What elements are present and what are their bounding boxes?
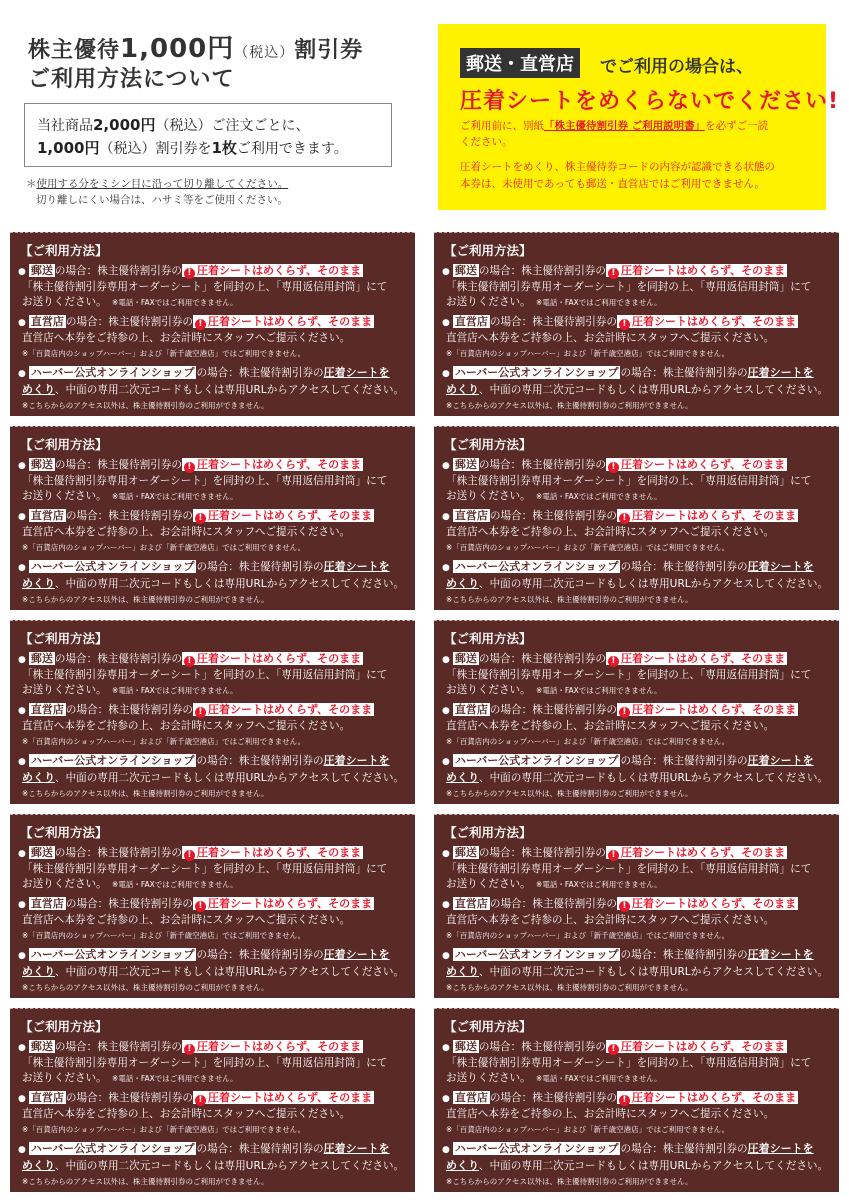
exclamation-icon: ! bbox=[195, 707, 206, 718]
store-tag: 直営店 bbox=[30, 509, 64, 522]
online-note: ※こちらからのアクセス以外は、株主優待割引券のご利用ができません。 bbox=[22, 1177, 269, 1186]
notice-sub-2: ください。 bbox=[460, 136, 513, 148]
coupon-card bbox=[434, 814, 839, 998]
online-row: ● ハーバー公式オンラインショップ の場合：株主優待割引券の圧着シートを bbox=[18, 1142, 390, 1155]
store-row: ● 直営店 の場合：株主優待割引券の ! 圧着シートはめくらず、そのまま bbox=[442, 509, 797, 523]
warning-badge: ! 圧着シートはめくらず、そのまま bbox=[617, 897, 798, 910]
header bbox=[0, 0, 849, 230]
store-row: ● 直営店 の場合：株主優待割引券の ! 圧着シートはめくらず、そのまま bbox=[18, 897, 373, 911]
bullet-icon: ● bbox=[442, 1145, 450, 1155]
online-note: ※こちらからのアクセス以外は、株主優待割引券のご利用ができません。 bbox=[446, 401, 693, 410]
online-tag: ハーバー公式オンラインショップ bbox=[30, 754, 195, 767]
exclamation-icon: ! bbox=[619, 1095, 630, 1106]
mail-line-3: お送りください。 ※電話・FAXではご利用できません。 bbox=[22, 490, 238, 502]
online-tag: ハーバー公式オンラインショップ bbox=[454, 560, 619, 573]
online-line-2: めくり、中面の専用二次元コードもしくは専用URLからアクセスしてください。 bbox=[22, 771, 405, 784]
notice-box bbox=[438, 24, 840, 210]
warning-badge: ! 圧着シートはめくらず、そのまま bbox=[606, 264, 787, 277]
warning-badge: ! 圧着シートはめくらず、そのまま bbox=[182, 846, 363, 859]
exclamation-icon: ! bbox=[619, 901, 630, 912]
mail-tag: 郵送 bbox=[454, 458, 477, 471]
store-note: ※「百貨店内のショップハーバー」および「新千歳空港店」ではご利用できません。 bbox=[446, 931, 730, 940]
mail-row: ● 郵送 の場合：株主優待割引券の ! 圧着シートはめくらず、そのまま bbox=[442, 458, 786, 472]
warning-badge: ! 圧着シートはめくらず、そのまま bbox=[606, 458, 787, 471]
bullet-icon: ● bbox=[442, 1094, 450, 1104]
mail-line-3: お送りください。 ※電話・FAXではご利用できません。 bbox=[446, 684, 662, 696]
rule-box bbox=[24, 103, 392, 167]
store-tag: 直営店 bbox=[30, 1091, 64, 1104]
online-line-2: めくり、中面の専用二次元コードもしくは専用URLからアクセスしてください。 bbox=[22, 1159, 405, 1172]
online-tag: ハーバー公式オンラインショップ bbox=[454, 754, 619, 767]
warning-badge: ! 圧着シートはめくらず、そのまま bbox=[606, 1040, 787, 1053]
online-row: ● ハーバー公式オンラインショップ の場合：株主優待割引券の圧着シートを bbox=[442, 560, 814, 573]
notice-tag: 郵送・直営店 bbox=[460, 48, 580, 78]
exclamation-icon: ! bbox=[195, 901, 206, 912]
mail-line-3: お送りください。 ※電話・FAXではご利用できません。 bbox=[22, 1072, 238, 1084]
online-tag: ハーバー公式オンラインショップ bbox=[454, 948, 619, 961]
online-note: ※こちらからのアクセス以外は、株主優待割引券のご利用ができません。 bbox=[446, 789, 693, 798]
bullet-icon: ● bbox=[442, 318, 450, 328]
exclamation-icon: ! bbox=[195, 1095, 206, 1106]
notice-warning: 圧着シートをめくらないでください! bbox=[460, 89, 840, 114]
mail-row: ● 郵送 の場合：株主優待割引券の ! 圧着シートはめくらず、そのまま bbox=[442, 652, 786, 666]
online-row: ● ハーバー公式オンラインショップ の場合：株主優待割引券の圧着シートを bbox=[442, 1142, 814, 1155]
online-line-2: めくり、中面の専用二次元コードもしくは専用URLからアクセスしてください。 bbox=[446, 383, 829, 396]
bullet-icon: ● bbox=[18, 849, 26, 859]
bullet-icon: ● bbox=[18, 267, 26, 277]
store-tag: 直営店 bbox=[454, 703, 488, 716]
mail-line-3: お送りください。 ※電話・FAXではご利用できません。 bbox=[22, 684, 238, 696]
coupon-card bbox=[10, 426, 415, 610]
bullet-icon: ● bbox=[442, 655, 450, 665]
rule-line-1: 当社商品2,000円（税込）ご注文ごとに、 bbox=[37, 116, 310, 134]
exclamation-icon: ! bbox=[195, 513, 206, 524]
mail-tag: 郵送 bbox=[30, 264, 53, 277]
mail-row: ● 郵送 の場合：株主優待割引券の ! 圧着シートはめくらず、そのまま bbox=[18, 264, 362, 278]
warning-badge: ! 圧着シートはめくらず、そのまま bbox=[617, 703, 798, 716]
mail-line-2: 「株主優待割引券専用オーダーシート」を同封の上、「専用返信用封筒」にて bbox=[446, 1057, 812, 1069]
bullet-icon: ● bbox=[442, 512, 450, 522]
store-note: ※「百貨店内のショップハーバー」および「新千歳空港店」ではご利用できません。 bbox=[446, 543, 730, 552]
store-row: ● 直営店 の場合：株主優待割引券の ! 圧着シートはめくらず、そのまま bbox=[442, 897, 797, 911]
online-row: ● ハーバー公式オンラインショップ の場合：株主優待割引券の圧着シートを bbox=[18, 366, 390, 379]
mail-row: ● 郵送 の場合：株主優待割引券の ! 圧着シートはめくらず、そのまま bbox=[442, 264, 786, 278]
online-row: ● ハーバー公式オンラインショップ の場合：株主優待割引券の圧着シートを bbox=[442, 948, 814, 961]
coupon-card bbox=[434, 620, 839, 804]
mail-line-3: お送りください。 ※電話・FAXではご利用できません。 bbox=[446, 296, 662, 308]
mail-tag: 郵送 bbox=[454, 1040, 477, 1053]
mail-row: ● 郵送 の場合：株主優待割引券の ! 圧着シートはめくらず、そのまま bbox=[442, 1040, 786, 1054]
store-line-2: 直営店へ本券をご持参の上、お会計時にスタッフへご提示ください。 bbox=[22, 526, 351, 538]
scissors-note: 切り離しにくい場合は、ハサミ等をご使用ください。 bbox=[36, 194, 288, 206]
mail-line-2: 「株主優待割引券専用オーダーシート」を同封の上、「専用返信用封筒」にて bbox=[446, 475, 812, 487]
store-note: ※「百貨店内のショップハーバー」および「新千歳空港店」ではご利用できません。 bbox=[22, 349, 306, 358]
online-row: ● ハーバー公式オンラインショップ の場合：株主優待割引券の圧着シートを bbox=[18, 754, 390, 767]
notice-sub-3: 圧着シートをめくり、株主優待券コードの内容が認識できる状態の bbox=[460, 161, 775, 173]
store-row: ● 直営店 の場合：株主優待割引券の ! 圧着シートはめくらず、そのまま bbox=[18, 1091, 373, 1105]
online-note: ※こちらからのアクセス以外は、株主優待割引券のご利用ができません。 bbox=[22, 789, 269, 798]
store-row: ● 直営店 の場合：株主優待割引券の ! 圧着シートはめくらず、そのまま bbox=[18, 703, 373, 717]
warning-badge: ! 圧着シートはめくらず、そのまま bbox=[182, 264, 363, 277]
bullet-icon: ● bbox=[442, 849, 450, 859]
rule-line-2: 1,000円（税込）割引券を1枚ご利用できます。 bbox=[37, 139, 348, 157]
warning-badge: ! 圧着シートはめくらず、そのまま bbox=[193, 703, 374, 716]
bullet-icon: ● bbox=[18, 900, 26, 910]
mail-row: ● 郵送 の場合：株主優待割引券の ! 圧着シートはめくらず、そのまま bbox=[18, 1040, 362, 1054]
online-tag: ハーバー公式オンラインショップ bbox=[30, 948, 195, 961]
store-line-2: 直営店へ本券をご持参の上、お会計時にスタッフへご提示ください。 bbox=[22, 914, 351, 926]
warning-badge: ! 圧着シートはめくらず、そのまま bbox=[193, 509, 374, 522]
card-heading: 【ご利用方法】 bbox=[444, 1019, 532, 1034]
warning-badge: ! 圧着シートはめくらず、そのまま bbox=[193, 897, 374, 910]
mail-tag: 郵送 bbox=[454, 652, 477, 665]
online-row: ● ハーバー公式オンラインショップ の場合：株主優待割引券の圧着シートを bbox=[442, 754, 814, 767]
store-tag: 直営店 bbox=[454, 897, 488, 910]
warning-badge: ! 圧着シートはめくらず、そのまま bbox=[617, 509, 798, 522]
online-line-2: めくり、中面の専用二次元コードもしくは専用URLからアクセスしてください。 bbox=[22, 577, 405, 590]
online-line-2: めくり、中面の専用二次元コードもしくは専用URLからアクセスしてください。 bbox=[22, 965, 405, 978]
online-line-2: めくり、中面の専用二次元コードもしくは専用URLからアクセスしてください。 bbox=[446, 771, 829, 784]
mail-tag: 郵送 bbox=[454, 846, 477, 859]
mail-tag: 郵送 bbox=[454, 264, 477, 277]
mail-row: ● 郵送 の場合：株主優待割引券の ! 圧着シートはめくらず、そのまま bbox=[442, 846, 786, 860]
store-note: ※「百貨店内のショップハーバー」および「新千歳空港店」ではご利用できません。 bbox=[446, 349, 730, 358]
online-tag: ハーバー公式オンラインショップ bbox=[454, 366, 619, 379]
online-tag: ハーバー公式オンラインショップ bbox=[454, 1142, 619, 1155]
store-note: ※「百貨店内のショップハーバー」および「新千歳空港店」ではご利用できません。 bbox=[22, 543, 306, 552]
warning-badge: ! 圧着シートはめくらず、そのまま bbox=[606, 652, 787, 665]
mail-line-3: お送りください。 ※電話・FAXではご利用できません。 bbox=[446, 1072, 662, 1084]
mail-line-2: 「株主優待割引券専用オーダーシート」を同封の上、「専用返信用封筒」にて bbox=[446, 281, 812, 293]
bullet-icon: ● bbox=[18, 1043, 26, 1053]
page-title: 株主優待1,000円（税込）割引券 bbox=[28, 34, 364, 64]
card-heading: 【ご利用方法】 bbox=[444, 825, 532, 840]
mail-line-3: お送りください。 ※電話・FAXではご利用できません。 bbox=[446, 878, 662, 890]
mail-line-2: 「株主優待割引券専用オーダーシート」を同封の上、「専用返信用封筒」にて bbox=[22, 863, 388, 875]
online-note: ※こちらからのアクセス以外は、株主優待割引券のご利用ができません。 bbox=[446, 983, 693, 992]
bullet-icon: ● bbox=[18, 369, 26, 379]
store-line-2: 直営店へ本券をご持参の上、お会計時にスタッフへご提示ください。 bbox=[22, 720, 351, 732]
bullet-icon: ● bbox=[18, 757, 26, 767]
bullet-icon: ● bbox=[18, 706, 26, 716]
card-heading: 【ご利用方法】 bbox=[20, 437, 108, 452]
exclamation-icon: ! bbox=[184, 850, 195, 861]
store-note: ※「百貨店内のショップハーバー」および「新千歳空港店」ではご利用できません。 bbox=[446, 737, 730, 746]
exclamation-icon: ! bbox=[184, 462, 195, 473]
coupon-card bbox=[10, 620, 415, 804]
notice-sub-4: 本券は、未使用であっても郵送・直営店ではご利用できません。 bbox=[460, 178, 766, 190]
page-subtitle: ご利用方法について bbox=[28, 67, 235, 92]
notice-text: でご利用の場合は、 bbox=[600, 57, 753, 77]
online-line-2: めくり、中面の専用二次元コードもしくは専用URLからアクセスしてください。 bbox=[446, 965, 829, 978]
notice-sub-1: ご利用前に、別紙「株主優待割引券 ご利用説明書」を必ずご一読 bbox=[460, 120, 769, 132]
store-line-2: 直営店へ本券をご持参の上、お会計時にスタッフへご提示ください。 bbox=[446, 526, 775, 538]
bullet-icon: ● bbox=[442, 369, 450, 379]
bullet-icon: ● bbox=[442, 757, 450, 767]
card-heading: 【ご利用方法】 bbox=[20, 243, 108, 258]
bullet-icon: ● bbox=[18, 512, 26, 522]
warning-badge: ! 圧着シートはめくらず、そのまま bbox=[182, 652, 363, 665]
bullet-icon: ● bbox=[442, 1043, 450, 1053]
mail-row: ● 郵送 の場合：株主優待割引券の ! 圧着シートはめくらず、そのまま bbox=[18, 652, 362, 666]
bullet-icon: ● bbox=[18, 951, 26, 961]
store-row: ● 直営店 の場合：株主優待割引券の ! 圧着シートはめくらず、そのまま bbox=[442, 1091, 797, 1105]
mail-line-2: 「株主優待割引券専用オーダーシート」を同封の上、「専用返信用封筒」にて bbox=[22, 281, 388, 293]
store-row: ● 直営店 の場合：株主優待割引券の ! 圧着シートはめくらず、そのまま bbox=[442, 703, 797, 717]
coupon-card bbox=[10, 814, 415, 998]
exclamation-icon: ! bbox=[184, 656, 195, 667]
mail-tag: 郵送 bbox=[30, 652, 53, 665]
online-note: ※こちらからのアクセス以外は、株主優待割引券のご利用ができません。 bbox=[22, 983, 269, 992]
online-tag: ハーバー公式オンラインショップ bbox=[30, 560, 195, 573]
mail-line-3: お送りください。 ※電話・FAXではご利用できません。 bbox=[446, 490, 662, 502]
bullet-icon: ● bbox=[442, 900, 450, 910]
online-row: ● ハーバー公式オンラインショップ の場合：株主優待割引券の圧着シートを bbox=[442, 366, 814, 379]
bullet-icon: ● bbox=[18, 461, 26, 471]
card-heading: 【ご利用方法】 bbox=[444, 243, 532, 258]
mail-line-2: 「株主優待割引券専用オーダーシート」を同封の上、「専用返信用封筒」にて bbox=[22, 669, 388, 681]
store-note: ※「百貨店内のショップハーバー」および「新千歳空港店」ではご利用できません。 bbox=[22, 931, 306, 940]
store-tag: 直営店 bbox=[454, 315, 488, 328]
bullet-icon: ● bbox=[442, 461, 450, 471]
mail-tag: 郵送 bbox=[30, 1040, 53, 1053]
warning-badge: ! 圧着シートはめくらず、そのまま bbox=[182, 1040, 363, 1053]
exclamation-icon: ! bbox=[195, 319, 206, 330]
coupon-card bbox=[434, 426, 839, 610]
mail-line-3: お送りください。 ※電話・FAXではご利用できません。 bbox=[22, 878, 238, 890]
online-note: ※こちらからのアクセス以外は、株主優待割引券のご利用ができません。 bbox=[22, 401, 269, 410]
online-row: ● ハーバー公式オンラインショップ の場合：株主優待割引券の圧着シートを bbox=[18, 560, 390, 573]
store-line-2: 直営店へ本券をご持参の上、お会計時にスタッフへご提示ください。 bbox=[446, 1108, 775, 1120]
bullet-icon: ● bbox=[18, 655, 26, 665]
bullet-icon: ● bbox=[442, 706, 450, 716]
bullet-icon: ● bbox=[18, 563, 26, 573]
mail-line-3: お送りください。 ※電話・FAXではご利用できません。 bbox=[22, 296, 238, 308]
card-heading: 【ご利用方法】 bbox=[20, 1019, 108, 1034]
mail-line-2: 「株主優待割引券専用オーダーシート」を同封の上、「専用返信用封筒」にて bbox=[446, 669, 812, 681]
store-row: ● 直営店 の場合：株主優待割引券の ! 圧着シートはめくらず、そのまま bbox=[442, 315, 797, 329]
store-line-2: 直営店へ本券をご持参の上、お会計時にスタッフへご提示ください。 bbox=[446, 720, 775, 732]
bullet-icon: ● bbox=[18, 1145, 26, 1155]
store-tag: 直営店 bbox=[454, 509, 488, 522]
coupon-card bbox=[434, 1008, 839, 1192]
store-line-2: 直営店へ本券をご持参の上、お会計時にスタッフへご提示ください。 bbox=[446, 914, 775, 926]
store-tag: 直営店 bbox=[30, 315, 64, 328]
store-tag: 直営店 bbox=[454, 1091, 488, 1104]
bullet-icon: ● bbox=[18, 1094, 26, 1104]
exclamation-icon: ! bbox=[619, 513, 630, 524]
warning-badge: ! 圧着シートはめくらず、そのまま bbox=[617, 1091, 798, 1104]
warning-badge: ! 圧着シートはめくらず、そのまま bbox=[193, 1091, 374, 1104]
mail-row: ● 郵送 の場合：株主優待割引券の ! 圧着シートはめくらず、そのまま bbox=[18, 458, 362, 472]
online-row: ● ハーバー公式オンラインショップ の場合：株主優待割引券の圧着シートを bbox=[18, 948, 390, 961]
bullet-icon: ● bbox=[442, 951, 450, 961]
mail-tag: 郵送 bbox=[30, 846, 53, 859]
store-row: ● 直営店 の場合：株主優待割引券の ! 圧着シートはめくらず、そのまま bbox=[18, 509, 373, 523]
bullet-icon: ● bbox=[18, 318, 26, 328]
online-tag: ハーバー公式オンラインショップ bbox=[30, 1142, 195, 1155]
online-note: ※こちらからのアクセス以外は、株主優待割引券のご利用ができません。 bbox=[22, 595, 269, 604]
card-heading: 【ご利用方法】 bbox=[444, 631, 532, 646]
card-heading: 【ご利用方法】 bbox=[20, 631, 108, 646]
bullet-icon: ● bbox=[442, 563, 450, 573]
store-note: ※「百貨店内のショップハーバー」および「新千歳空港店」ではご利用できません。 bbox=[446, 1125, 730, 1134]
exclamation-icon: ! bbox=[608, 656, 619, 667]
store-note: ※「百貨店内のショップハーバー」および「新千歳空港店」ではご利用できません。 bbox=[22, 1125, 306, 1134]
store-tag: 直営店 bbox=[30, 703, 64, 716]
card-heading: 【ご利用方法】 bbox=[444, 437, 532, 452]
online-note: ※こちらからのアクセス以外は、株主優待割引券のご利用ができません。 bbox=[446, 595, 693, 604]
mail-line-2: 「株主優待割引券専用オーダーシート」を同封の上、「専用返信用封筒」にて bbox=[22, 475, 388, 487]
store-line-2: 直営店へ本券をご持参の上、お会計時にスタッフへご提示ください。 bbox=[22, 332, 351, 344]
online-line-2: めくり、中面の専用二次元コードもしくは専用URLからアクセスしてください。 bbox=[446, 1159, 829, 1172]
exclamation-icon: ! bbox=[608, 850, 619, 861]
coupon-card bbox=[10, 1008, 415, 1192]
mail-line-2: 「株主優待割引券専用オーダーシート」を同封の上、「専用返信用封筒」にて bbox=[22, 1057, 388, 1069]
online-line-2: めくり、中面の専用二次元コードもしくは専用URLからアクセスしてください。 bbox=[446, 577, 829, 590]
online-line-2: めくり、中面の専用二次元コードもしくは専用URLからアクセスしてください。 bbox=[22, 383, 405, 396]
warning-badge: ! 圧着シートはめくらず、そのまま bbox=[617, 315, 798, 328]
exclamation-icon: ! bbox=[619, 319, 630, 330]
exclamation-icon: ! bbox=[608, 268, 619, 279]
exclamation-icon: ! bbox=[619, 707, 630, 718]
exclamation-icon: ! bbox=[184, 1044, 195, 1055]
card-heading: 【ご利用方法】 bbox=[20, 825, 108, 840]
mail-tag: 郵送 bbox=[30, 458, 53, 471]
mail-line-2: 「株主優待割引券専用オーダーシート」を同封の上、「専用返信用封筒」にて bbox=[446, 863, 812, 875]
store-line-2: 直営店へ本券をご持参の上、お会計時にスタッフへご提示ください。 bbox=[446, 332, 775, 344]
bullet-icon: ● bbox=[442, 267, 450, 277]
coupon-grid bbox=[10, 232, 839, 1200]
store-row: ● 直営店 の場合：株主優待割引券の ! 圧着シートはめくらず、そのまま bbox=[18, 315, 373, 329]
warning-badge: ! 圧着シートはめくらず、そのまま bbox=[606, 846, 787, 859]
exclamation-icon: ! bbox=[608, 1044, 619, 1055]
store-line-2: 直営店へ本券をご持参の上、お会計時にスタッフへご提示ください。 bbox=[22, 1108, 351, 1120]
exclamation-icon: ! bbox=[184, 268, 195, 279]
online-note: ※こちらからのアクセス以外は、株主優待割引券のご利用ができません。 bbox=[446, 1177, 693, 1186]
online-tag: ハーバー公式オンラインショップ bbox=[30, 366, 195, 379]
warning-badge: ! 圧着シートはめくらず、そのまま bbox=[193, 315, 374, 328]
store-tag: 直営店 bbox=[30, 897, 64, 910]
cut-note: ＊使用する分をミシン目に沿って切り離してください。 bbox=[26, 178, 289, 190]
exclamation-icon: ! bbox=[608, 462, 619, 473]
store-note: ※「百貨店内のショップハーバー」および「新千歳空港店」ではご利用できません。 bbox=[22, 737, 306, 746]
mail-row: ● 郵送 の場合：株主優待割引券の ! 圧着シートはめくらず、そのまま bbox=[18, 846, 362, 860]
coupon-card bbox=[434, 232, 839, 416]
warning-badge: ! 圧着シートはめくらず、そのまま bbox=[182, 458, 363, 471]
coupon-card bbox=[10, 232, 415, 416]
